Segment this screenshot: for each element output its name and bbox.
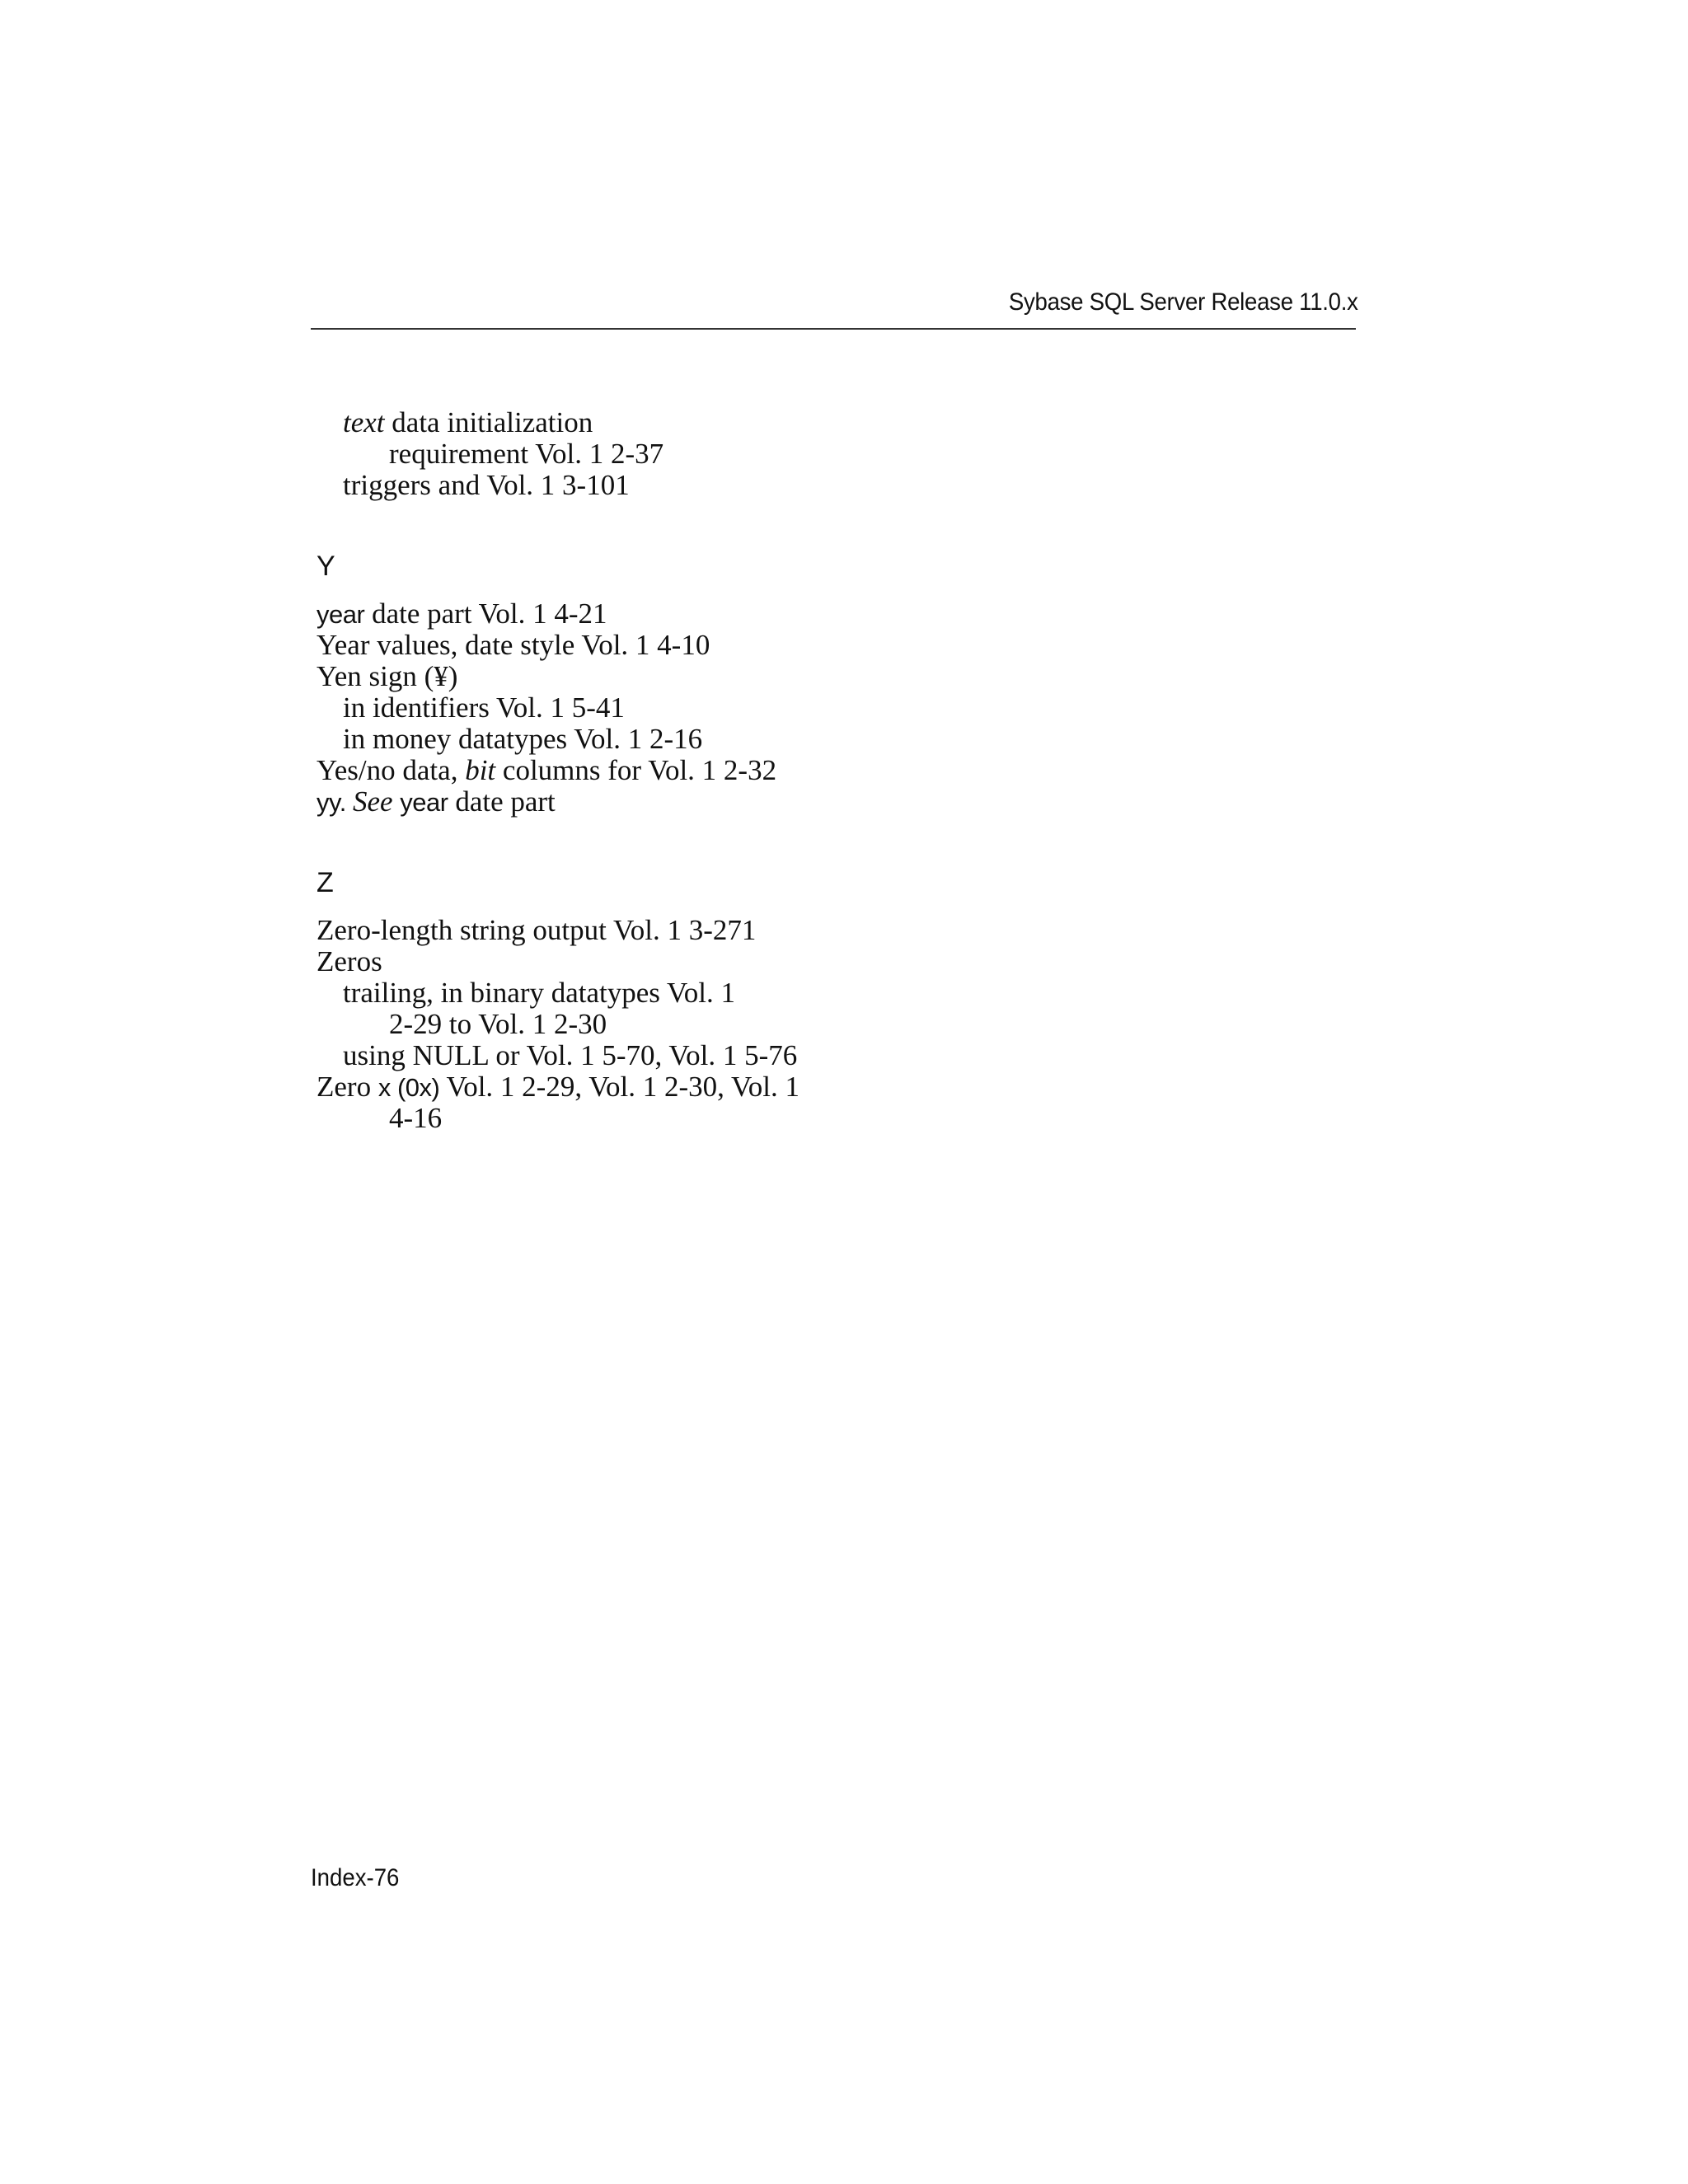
index-entry-zero-length-string: Zero-length string output Vol. 1 3-271 — [316, 914, 757, 946]
index-entry-text: Zero — [316, 1071, 378, 1103]
index-term-code: yy — [316, 788, 340, 817]
section-heading-z: Z — [316, 867, 334, 898]
index-subentry-trailing: trailing, in binary datatypes Vol. 1 — [343, 977, 736, 1009]
index-term-code: year — [316, 600, 365, 629]
index-entry-zero-x-continued: 4-16 — [389, 1102, 443, 1134]
index-entry-text: columns for Vol. 1 2-32 — [495, 754, 777, 786]
page-number: Index-76 — [311, 1864, 400, 1891]
index-entry-year-date-part — [316, 598, 976, 630]
index-entry-text: date part — [448, 785, 556, 818]
running-header-title: Sybase SQL Server Release 11.0.x — [1009, 288, 1358, 316]
index-term-italic: text — [343, 406, 385, 438]
index-body — [316, 407, 976, 1134]
index-term-code: x (0x) — [377, 1073, 440, 1102]
index-entry-yy — [316, 786, 976, 818]
index-entry-zero-x — [316, 1071, 976, 1103]
index-subentry-in-money-datatypes: in money datatypes Vol. 1 2-16 — [343, 723, 703, 755]
index-entry-text: Yes/no data, — [316, 754, 466, 786]
index-entry-year-values: Year values, date style Vol. 1 4-10 — [316, 629, 710, 661]
header-rule — [311, 328, 1356, 330]
index-term-separator: . — [339, 788, 353, 817]
index-entry-yes-no-data — [316, 755, 976, 786]
index-subentry-requirement: requirement Vol. 1 2-37 — [389, 438, 664, 470]
index-entry-text: data initialization — [384, 406, 593, 438]
index-entry-text: Vol. 1 2-29, Vol. 1 2-30, Vol. 1 — [439, 1071, 799, 1103]
index-subentry-using-null: using NULL or Vol. 1 5-70, Vol. 1 5-76 — [343, 1039, 798, 1071]
index-subentry-in-identifiers: in identifiers Vol. 1 5-41 — [343, 691, 625, 724]
index-term-code: year — [400, 788, 448, 817]
index-entry-text: date part Vol. 1 4-21 — [364, 598, 607, 630]
see-reference-label: See — [352, 785, 393, 818]
index-subentry-triggers: triggers and Vol. 1 3-101 — [343, 469, 630, 501]
index-subentry-trailing-continued: 2-29 to Vol. 1 2-30 — [389, 1008, 607, 1040]
section-heading-y: Y — [316, 551, 335, 582]
index-entry-zeros: Zeros — [316, 945, 382, 977]
index-entry-text-data-initialization — [316, 407, 976, 438]
index-entry-yen-sign: Yen sign (¥) — [316, 660, 458, 692]
index-term-italic: bit — [465, 754, 496, 786]
